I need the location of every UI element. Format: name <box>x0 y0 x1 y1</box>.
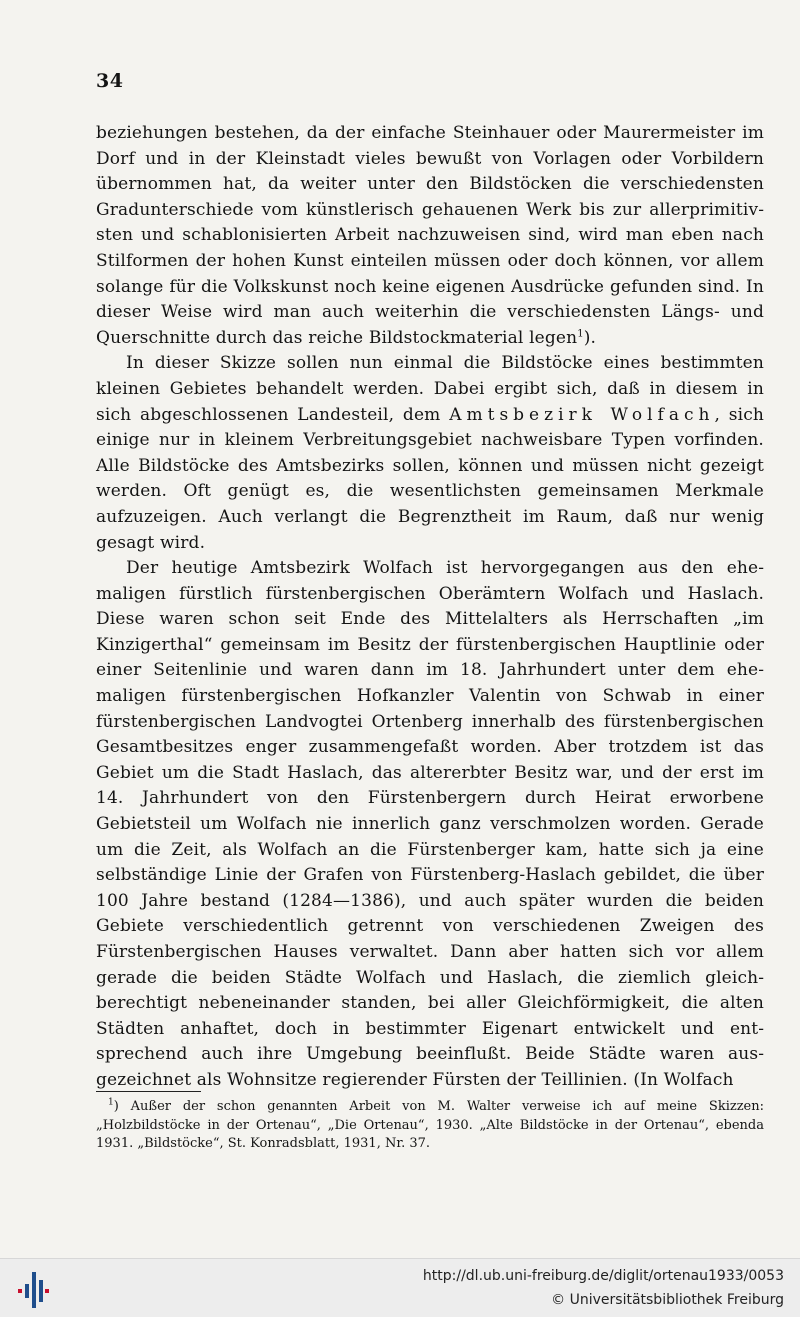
paragraph-3: Der heutige Amtsbezirk Wolfach ist hervorgegangen aus den ehemaligen fürstlich fürstenbergischen Oberämtern Wolfach und Haslach. Diese waren schon seit Ende des Mittelalters als Herrschaften „im Kinzigerthal“ gemeinsam im Besitz der fürstenbergischen Hauptlinie oder einer Seitenlinie und waren dann im 18. Jahrhundert unter dem ehemaligen fürstenbergischen Hofkanzler Valentin von Schwab in einer fürstenbergischen Landvogtei Ortenberg innerhalb des fürstenbergischen Gesamtbesitzes enger zusammengefaßt worden. Aber trotzdem ist das Gebiet um die Stadt Haslach, das altererbter Besitz war, und der erst im 14. Jahrhundert von den Fürstenbergern durch Heirat erworbene Gebietsteil um Wolfach nie innerlich ganz verschmolzen worden. Gerade um die Zeit, als Wolfach an die Fürstenberger kam, hatte sich ja eine selbständige Linie der Grafen von Fürstenberg-Haslach gebildet, die über 100 Jahre bestand (1284—1386), und auch später wurden die beiden Gebiete verschiedentlich getrennt von verschiedenen Zweigen des Fürstenbergischen Hauses verwaltet. Dann aber hatten sich vor allem gerade die beiden Städte Wolfach und Haslach, die ziemlich gleichberechtigt nebeneinander standen, bei aller Gleichförmigkeit, die alten Städten anhaftet, doch in bestimmter Eigenart entwickelt und entsprechend auch ihre Umgebung beeinflußt. Beide Städte waren ausgezeichnet als Wohnsitze regierender Fürsten der Teillinien. (In Wolfach <box>96 558 764 1090</box>
paragraph-2-text-after: , sich einige nur in kleinem Verbreitungsgebiet nachweisbare Typen vorfinden. Alle Bildstöcke des Amtsbezirks sollen, können und müssen nicht gezeigt werden. Oft genügt es, die wesentlichsten gemeinsamen Merkmale aufzuzeigen. Auch verlangt die Begrenztheit im Raum, daß nur wenig gesagt wird. <box>96 404 765 553</box>
logo-blue-bar-3 <box>39 1280 43 1302</box>
document-url-link[interactable]: http://dl.ub.uni-freiburg.de/diglit/ortenau1933/0053 <box>422 1268 784 1284</box>
footnote-reference[interactable]: 1 <box>577 328 584 340</box>
paragraph-1-end: ). <box>583 327 597 348</box>
footnote-divider <box>96 1091 201 1092</box>
footnote <box>96 1098 764 1154</box>
logo-blue-bar-1 <box>25 1284 29 1298</box>
paragraph-1 <box>96 121 764 351</box>
logo-red-bar <box>18 1289 22 1293</box>
footnote-marker: 1 <box>108 1097 114 1108</box>
footnote-text: ) Außer der schon genannten Arbeit von M. Walter verweise ich auf meine Skizzen: „Holzbildstöcke in der Ortenau“, „Die Ortenau“, 1930. „Alte Bildstöcke in der Ortenau“, ebenda 1931. „Bildstöcke“, St. Konradsblatt, 1931, Nr. 37. <box>96 1099 764 1152</box>
paragraph-2-text-before: In dieser Skizze sollen nun einmal die Bildstöcke eines bestimmten kleinen Gebietes behandelt werden. Dabei ergibt sich, daß in diesem in sich abgeschlossenen Landesteil, dem <box>96 353 764 425</box>
logo-red-bar-2 <box>45 1289 49 1293</box>
amtsbezirk-emphasis: Amtsbezirk Wolfach <box>449 404 715 425</box>
paragraph-2 <box>96 351 764 556</box>
copyright-text: © Universitätsbibliothek Freiburg <box>551 1292 784 1308</box>
paragraph-1-text: beziehungen bestehen, da der einfache Steinhauer oder Maurermeister im Dorf und in der Kleinstadt vieles bewußt von Vorlagen oder Vorbildern übernommen hat, da weiter unter den Bildstöcken die verschiedensten Gradunterschiede vom künstlerisch gehauenen Werk bis zur allerprimitivsten und schablonisierten Arbeit nachzuweisen sind, wird man eben nach Stilformen der hohen Kunst einteilen müssen oder doch können, vor allem solange für die Volkskunst noch keine eigenen Ausdrücke gefunden sind. In dieser Weise wird man auch weiterhin die verschiedensten Längs- und Querschnitte durch das reiche Bildstockmaterial legen <box>96 123 764 348</box>
logo-blue-bar-2 <box>32 1272 36 1308</box>
page-number: 34 <box>96 70 124 92</box>
body-text <box>96 121 764 1094</box>
ub-freiburg-logo-icon[interactable] <box>14 1268 50 1308</box>
viewer-footer <box>0 1258 800 1317</box>
